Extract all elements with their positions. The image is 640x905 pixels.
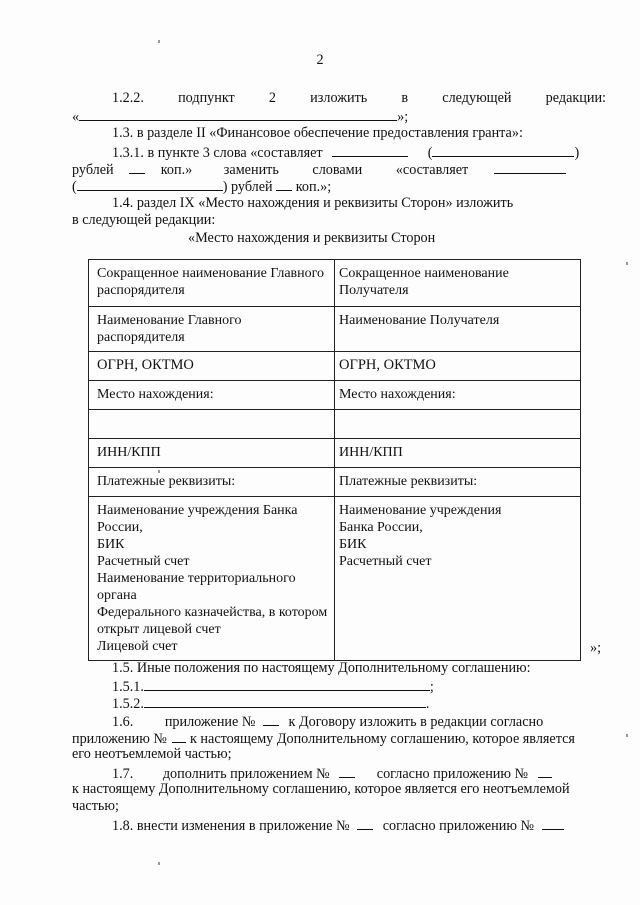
word: заменить [223,162,279,178]
clause-1-3: 1.3. в разделе II «Финансовое обеспечение предоставления гранта»: [112,125,523,141]
scan-speck [158,470,160,473]
table-cell: Платежные реквизиты: [89,468,335,497]
scan-speck [626,734,628,737]
clause-num: 1.7. [112,766,134,782]
clause-1-2-2-line2 [72,107,408,126]
word: изложить [310,90,368,106]
table-close-quote: »; [590,640,602,656]
word: согласно приложению № [382,818,535,834]
fill-blank [129,160,145,174]
clause-num: 1.2.2. [112,90,144,106]
word: следующей [442,90,512,106]
close-quote: »; [397,109,409,125]
clause-num: 1.6. [112,714,134,730]
table-title: «Место нахождения и реквизиты Сторон [188,230,436,246]
word: дополнить приложением № [162,766,330,782]
word: словами [312,162,363,178]
table-cell: ОГРН, ОКТМО [335,352,581,381]
table-row [89,352,581,381]
cell-line: Наименование территориального органа [97,571,296,603]
clause-1-7-line2: к настоящему Дополнительному соглашению, которое является его неотъемлемой [72,781,570,797]
fill-blank [263,712,279,726]
fill-blank [77,177,223,191]
table-row [89,439,581,468]
cell-line: Банка России, [339,520,423,535]
cell-line: России, [97,520,143,535]
punct: ; [429,679,434,695]
clause-1-8 [112,816,564,835]
cell-line: Расчетный счет [339,554,432,569]
paren-close: ) [574,145,580,161]
cell-line: Федерального казначейства, в котором [97,605,328,620]
clause-num: 1.5.1. [112,679,144,695]
table-cell [335,497,581,661]
fill-blank [494,160,566,174]
fill-blank [144,694,426,708]
clause-1-3-1-line3 [72,177,331,196]
table-cell: Место нахождения: [89,381,335,410]
table-cell: Место нахождения: [335,381,581,410]
scan-speck [158,862,160,865]
scan-speck [626,262,628,265]
table-cell [335,410,581,439]
cell-line: Лицевой счет [97,639,178,654]
clause-1-5: 1.5. Иные положения по настоящему Дополнительному соглашению: [112,660,531,676]
table-row [89,307,581,352]
table-cell: Сокращенное наименование Главного распорядителя [89,260,335,307]
table-cell: Платежные реквизиты: [335,468,581,497]
clause-text: 1.3.1. в пункте 3 слова «составляет [112,145,323,161]
word: к Договору изложить в редакции согласно [288,714,544,730]
word: 2 [268,90,277,106]
word: «составляет [395,162,469,178]
cell-line: Расчетный счет [97,554,190,569]
word: приложение № [164,714,256,730]
table-cell [89,410,335,439]
fill-blank [144,677,430,691]
fill-blank [172,729,186,743]
clause-1-4-line2: в следующей редакции: [72,212,216,228]
fill-blank [432,143,574,157]
fill-blank [79,107,397,121]
word: коп.»; [295,179,332,195]
clause-text: 1.8. внести изменения в приложение № [112,818,350,834]
cell-line: открыт лицевой счет [97,622,221,637]
fill-blank [542,816,564,830]
word: к настоящему Дополнительному соглашению, которое является [189,731,575,747]
table-row [89,410,581,439]
table-row [89,468,581,497]
fill-blank [357,816,373,830]
table-row [89,497,581,661]
word: редакции: [545,90,606,106]
word: подпункт [178,90,235,106]
clause-1-2-2-line1 [112,90,606,107]
clause-1-5-2 [112,694,429,713]
word: в [401,90,409,106]
word: рублей [72,162,114,178]
cell-line: Наименование учреждения [339,503,502,518]
open-quote: « [72,109,80,125]
word: приложению № [72,731,167,747]
requisites-table [88,259,581,661]
table-cell: ОГРН, ОКТМО [89,352,335,381]
clause-num: 1.5.2. [112,696,144,712]
table-cell: Сокращенное наименование Получателя [335,260,581,307]
cell-line: Наименование учреждения Банка [97,503,298,518]
scan-speck [158,40,160,43]
cell-line: БИК [339,537,367,552]
word: коп.» [160,162,193,178]
table-cell: ИНН/КПП [89,439,335,468]
clause-1-4-line1: 1.4. раздел IX «Место нахождения и реквизиты Сторон» изложить [112,195,514,211]
table-cell [89,497,335,661]
fill-blank [332,143,408,157]
clause-1-6-line3: его неотъемлемой частью; [72,746,232,762]
paren-open: ( [427,145,433,161]
word: ) рублей [222,179,273,195]
fill-blank [538,764,552,778]
table-row [89,260,581,307]
table-cell: ИНН/КПП [335,439,581,468]
table-cell: Наименование Получателя [335,307,581,352]
punct: . [425,696,430,712]
clause-1-7-line3: частью; [72,798,119,814]
fill-blank [339,764,355,778]
table-row [89,381,581,410]
cell-line: БИК [97,537,125,552]
fill-blank [276,177,292,191]
page-number: 2 [316,52,324,68]
word: согласно приложению № [376,766,529,782]
table-cell: Наименование Главного распорядителя [89,307,335,352]
paren-open: ( [72,179,77,195]
